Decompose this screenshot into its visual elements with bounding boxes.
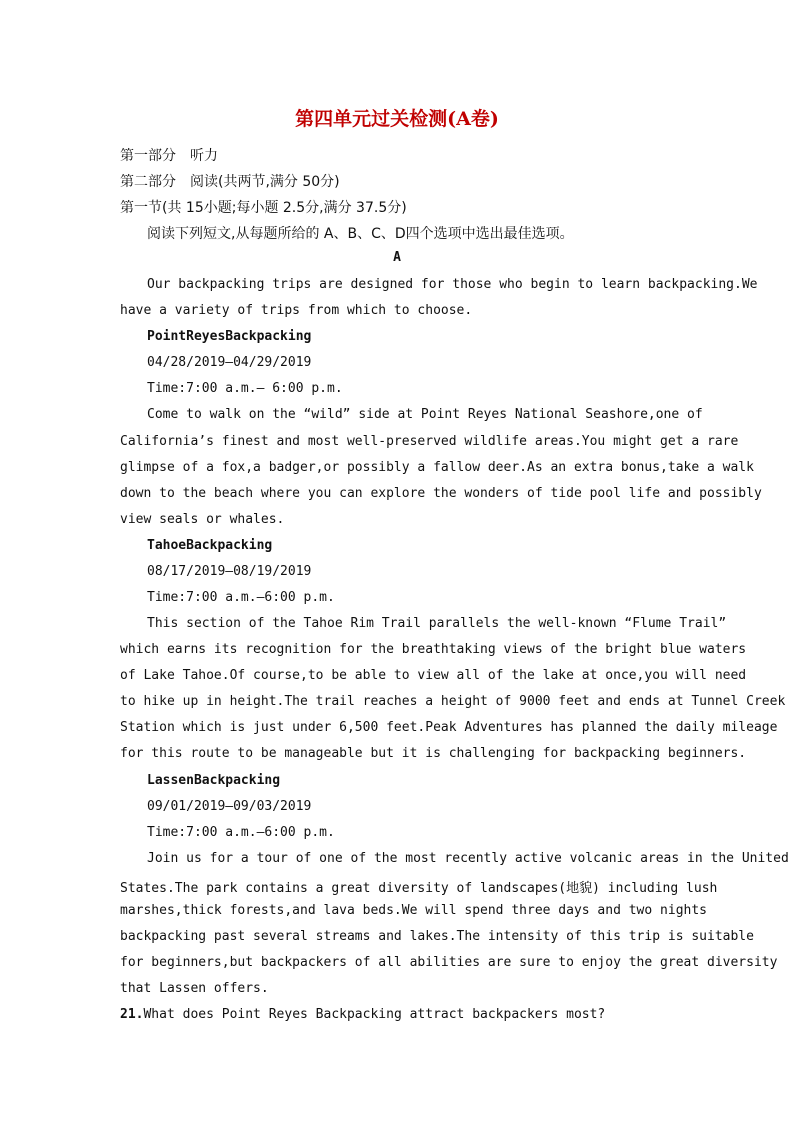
instruction-text: 阅读下列短文,从每题所给的 A、B、C、D四个选项中选出最佳选项。	[147, 226, 574, 242]
trip-body-line: for this route to be manageable but it is challenging for backpacking beginners.	[120, 746, 747, 761]
part2-heading: 第二部分 阅读(共两节,满分 50分)	[120, 174, 340, 190]
trip-body-line: States.The park contains a great diversity of landscapes(地貌) including lush	[120, 881, 718, 896]
trip-time: Time:7:00 a.m.— 6:00 p.m.	[147, 381, 343, 396]
trip-body-line: backpacking past several streams and lakes.The intensity of this trip is suitable	[120, 929, 754, 944]
trip-body-line: glimpse of a fox,a badger,or possibly a fallow deer.As an extra bonus,take a walk	[120, 460, 754, 475]
page-title: 第四单元过关检测(A卷)	[295, 108, 499, 130]
part1-heading: 第一部分 听力	[120, 148, 218, 164]
trip-body-line: which earns its recognition for the breathtaking views of the bright blue waters	[120, 642, 747, 657]
intro-line: have a variety of trips from which to choose.	[120, 303, 473, 318]
trip-body-line: down to the beach where you can explore the wonders of tide pool life and possibly	[120, 486, 762, 501]
trip-name: LassenBackpacking	[147, 773, 281, 788]
question-text: What does Point Reyes Backpacking attract backpackers most?	[143, 1007, 606, 1022]
trip-body-line: that Lassen offers.	[120, 981, 269, 996]
trip-dates: 09/01/2019—09/03/2019	[147, 799, 312, 814]
trip-time: Time:7:00 a.m.—6:00 p.m.	[147, 825, 335, 840]
trip-body-line: for beginners,but backpackers of all abilities are sure to enjoy the great diversity	[120, 955, 778, 970]
passage-label: A	[393, 250, 401, 265]
trip-dates: 04/28/2019—04/29/2019	[147, 355, 312, 370]
trip-dates: 08/17/2019—08/19/2019	[147, 564, 312, 579]
trip-body-line: to hike up in height.The trail reaches a height of 9000 feet and ends at Tunnel Creek	[120, 694, 786, 709]
intro-line: Our backpacking trips are designed for those who begin to learn backpacking.We	[147, 277, 758, 292]
trip-body-line: This section of the Tahoe Rim Trail parallels the well-known “Flume Trail”	[147, 616, 727, 631]
trip-body-line: Station which is just under 6,500 feet.Peak Adventures has planned the daily mileage	[120, 720, 778, 735]
trip-name: TahoeBackpacking	[147, 538, 273, 553]
trip-body-line: marshes,thick forests,and lava beds.We will spend three days and two nights	[120, 903, 707, 918]
trip-body-line: view seals or whales.	[120, 512, 285, 527]
trip-name: PointReyesBackpacking	[147, 329, 312, 344]
question-number: 21.	[120, 1007, 144, 1022]
trip-time: Time:7:00 a.m.—6:00 p.m.	[147, 590, 335, 605]
trip-body-line: Come to walk on the “wild” side at Point Reyes National Seashore,one of	[147, 407, 703, 422]
trip-body-line: California’s finest and most well-preserved wildlife areas.You might get a rare	[120, 434, 739, 449]
section1-heading: 第一节(共 15小题;每小题 2.5分,满分 37.5分)	[120, 200, 407, 216]
question-21	[120, 1007, 605, 1022]
trip-body-line: Join us for a tour of one of the most recently active volcanic areas in the United	[147, 851, 789, 866]
trip-body-line: of Lake Tahoe.Of course,to be able to view all of the lake at once,you will need	[120, 668, 747, 683]
